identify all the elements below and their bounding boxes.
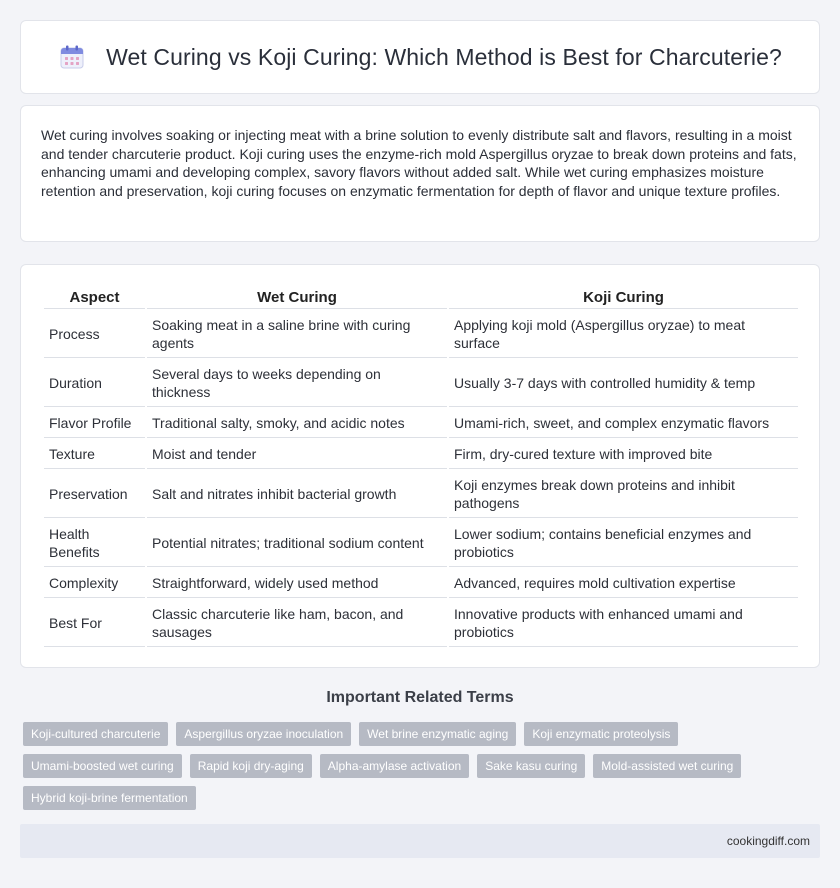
tag-umami-boosted-wet-curing[interactable]: Umami-boosted wet curing	[23, 754, 182, 778]
tag-alpha-amylase-activation[interactable]: Alpha-amylase activation	[320, 754, 469, 778]
table-header-row	[44, 287, 798, 309]
header-aspect: Aspect	[44, 287, 145, 309]
koji-curing-cell: Innovative products with enhanced umami and probiotics	[449, 600, 798, 647]
table-row	[44, 471, 798, 518]
comparison-table-card	[20, 264, 820, 668]
tag-wet-brine-enzymatic-aging[interactable]: Wet brine enzymatic aging	[359, 722, 516, 746]
table-row	[44, 569, 798, 598]
header	[58, 43, 782, 71]
aspect-cell: Texture	[44, 440, 145, 469]
wet-curing-cell: Soaking meat in a saline brine with curing agents	[147, 311, 447, 358]
tag-row	[23, 754, 823, 778]
wet-curing-cell: Classic charcuterie like ham, bacon, and sausages	[147, 600, 447, 647]
header-wet-curing: Wet Curing	[147, 287, 447, 309]
tag-sake-kasu-curing[interactable]: Sake kasu curing	[477, 754, 585, 778]
tag-hybrid-koji-brine-fermentation[interactable]: Hybrid koji-brine fermentation	[23, 786, 196, 810]
tag-koji-cultured-charcuterie[interactable]: Koji-cultured charcuterie	[23, 722, 168, 746]
page-title: Wet Curing vs Koji Curing: Which Method is Best for Charcuterie?	[106, 43, 782, 70]
aspect-cell: Duration	[44, 360, 145, 407]
aspect-cell: Complexity	[44, 569, 145, 598]
aspect-cell: Process	[44, 311, 145, 358]
tag-row	[23, 722, 823, 746]
wet-curing-cell: Several days to weeks depending on thickness	[147, 360, 447, 407]
aspect-cell: Best For	[44, 600, 145, 647]
related-terms-title: Important Related Terms	[326, 689, 514, 706]
koji-curing-cell: Applying koji mold (Aspergillus oryzae) to meat surface	[449, 311, 798, 358]
header-koji-curing: Koji Curing	[449, 287, 798, 309]
wet-curing-cell: Potential nitrates; traditional sodium content	[147, 520, 447, 567]
koji-curing-cell: Usually 3-7 days with controlled humidity & temp	[449, 360, 798, 407]
calendar-icon	[58, 43, 86, 71]
comparison-table	[42, 285, 800, 649]
koji-curing-cell: Firm, dry-cured texture with improved bite	[449, 440, 798, 469]
koji-curing-cell: Lower sodium; contains beneficial enzymes and probiotics	[449, 520, 798, 567]
footer-site-link[interactable]: cookingdiff.com	[726, 834, 810, 848]
table-row	[44, 440, 798, 469]
tag-row	[23, 786, 823, 810]
tag-rapid-koji-dry-aging[interactable]: Rapid koji dry-aging	[190, 754, 312, 778]
wet-curing-cell: Moist and tender	[147, 440, 447, 469]
header-card	[20, 20, 820, 94]
koji-curing-cell: Advanced, requires mold cultivation expertise	[449, 569, 798, 598]
footer	[20, 824, 820, 858]
koji-curing-cell: Umami-rich, sweet, and complex enzymatic flavors	[449, 409, 798, 438]
table-row	[44, 600, 798, 647]
intro-card	[20, 105, 820, 242]
aspect-cell: Health Benefits	[44, 520, 145, 567]
intro-paragraph: Wet curing involves soaking or injecting meat with a brine solution to evenly distribute salt and flavors, resulting in a moist and tender charcuterie product. Koji curing uses the enzyme-rich mold Aspergillus oryzae to break down proteins and fats, enhancing umami and developing complex, savory flavors without added salt. While wet curing emphasizes moisture retention and preservation, koji curing focuses on enzymatic fermentation for depth of flavor and unique texture profiles.	[41, 127, 797, 199]
table-row	[44, 360, 798, 407]
wet-curing-cell: Traditional salty, smoky, and acidic notes	[147, 409, 447, 438]
aspect-cell: Flavor Profile	[44, 409, 145, 438]
table-row	[44, 409, 798, 438]
wet-curing-cell: Straightforward, widely used method	[147, 569, 447, 598]
related-terms-tags	[23, 722, 823, 818]
table-row	[44, 520, 798, 567]
tag-koji-enzymatic-proteolysis[interactable]: Koji enzymatic proteolysis	[524, 722, 678, 746]
tag-aspergillus-oryzae-inoculation[interactable]: Aspergillus oryzae inoculation	[176, 722, 351, 746]
aspect-cell: Preservation	[44, 471, 145, 518]
tag-mold-assisted-wet-curing[interactable]: Mold-assisted wet curing	[593, 754, 741, 778]
wet-curing-cell: Salt and nitrates inhibit bacterial growth	[147, 471, 447, 518]
koji-curing-cell: Koji enzymes break down proteins and inhibit pathogens	[449, 471, 798, 518]
table-row	[44, 311, 798, 358]
